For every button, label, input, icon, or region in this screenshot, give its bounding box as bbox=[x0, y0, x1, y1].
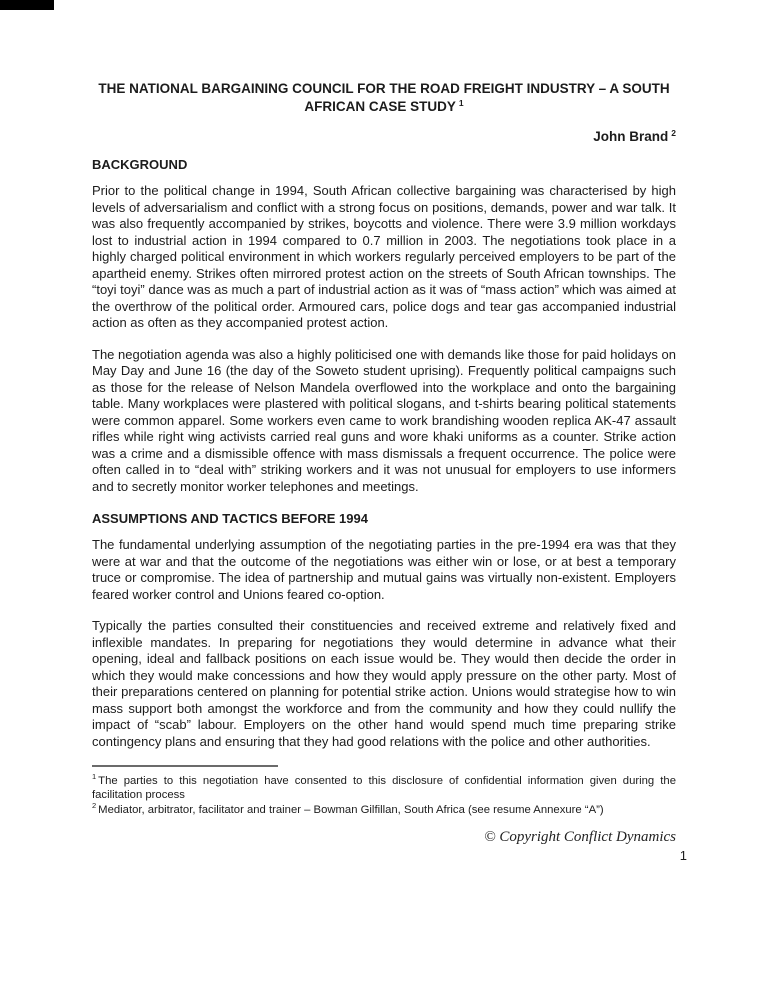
footnote-1 bbox=[92, 774, 676, 803]
title-footnote-ref: 1 bbox=[458, 97, 464, 108]
author-name: John Brand bbox=[593, 129, 669, 144]
footnote-2 bbox=[92, 800, 676, 817]
paragraph: Prior to the political change in 1994, South African collective bargaining was characterised by high levels of adversarialism and conflict with a strong focus on positions, demands, power and war talk. It was also frequently accompanied by strikes, boycotts and violence. There were 3.9 million workdays lost to industrial action in 1994 compared to 0.7 million in 2003. The negotiations took place in a highly charged political environment in which workers regularly perceived employers to be part of the apartheid enemy. Strikes often mirrored protest action on the streets of South African townships. The “toyi toyi” dance was as much a part of industrial action as it was of “mass action” which was aimed at the overthrow of the political order. Armoured cars, police dogs and tear gas accompanied industrial action as often as they accompanied protest action. bbox=[92, 183, 676, 330]
section-heading-background: BACKGROUND bbox=[92, 157, 188, 172]
page-title bbox=[92, 80, 676, 116]
footnote-1-marker: 1 bbox=[92, 772, 97, 782]
paragraph: The fundamental underlying assumption of the negotiating parties in the pre-1994 era was that they were at war and that the outcome of the negotiations was either win or lose, or at best a temporary truce or compromise. The idea of partnership and mutual gains was virtually non-existent. Employers feared worker control and Unions feared co-option. bbox=[92, 537, 676, 602]
copyright-notice: © Copyright Conflict Dynamics bbox=[484, 828, 676, 845]
footnote-divider bbox=[92, 765, 278, 767]
byline-footnote-ref: 2 bbox=[671, 127, 676, 138]
paragraph: The negotiation agenda was also a highly politicised one with demands like those for paid holidays on May Day and June 16 (the day of the Soweto student uprising). Frequently political campaigns such as those for the release of Nelson Mandela overflowed into the workplace and onto the bargaining table. Many workplaces were plastered with political slogans, and t-shirts bearing political statements were common apparel. Some workers even came to work brandishing wooden replica AK-47 assault rifles while right wing activists carried real guns and wore khaki uniforms as a counter. Strike action was a crime and a dismissible offence with mass dismissals a frequent occurrence. The police were often called in to “deal with” striking workers and it was not unusual for employers to use informers and to secretly monitor worker telephones and meetings. bbox=[92, 346, 676, 494]
footnote-2-marker: 2 bbox=[92, 800, 97, 810]
footnote-2-text: Mediator, arbitrator, facilitator and trainer – Bowman Gilfillan, South Africa (see resume Annexure “A”) bbox=[98, 803, 604, 816]
title-text: THE NATIONAL BARGAINING COUNCIL FOR THE ROAD FREIGHT INDUSTRY – A SOUTH AFRICAN CASE STUDY bbox=[98, 81, 670, 114]
section-heading-assumptions: ASSUMPTIONS AND TACTICS BEFORE 1994 bbox=[92, 511, 368, 526]
footnote-1-text: The parties to this negotiation have consented to this disclosure of confidential information given during the facilitation process bbox=[92, 775, 676, 802]
paragraph: Typically the parties consulted their constituencies and received extreme and relatively fixed and inflexible mandates. In preparing for negotiations they would determine in advance what their opening, ideal and fallback positions on each issue would be. They would then decide the order in which they would make concessions and how they would apply pressure on the other party. Most of their preparations centered on planning for potential strike action. Unions would strategise how to win mass support both amongst the workforce and from the community and how they could nullify the impact of “scab” labour. Employers on the other hand would spend much time preparing strike contingency plans and ensuring that they had good relations with the police and other authorities. bbox=[92, 618, 676, 749]
byline bbox=[92, 128, 676, 146]
footnotes bbox=[92, 774, 676, 817]
page-number: 1 bbox=[679, 847, 687, 863]
scan-artifact bbox=[0, 0, 54, 10]
